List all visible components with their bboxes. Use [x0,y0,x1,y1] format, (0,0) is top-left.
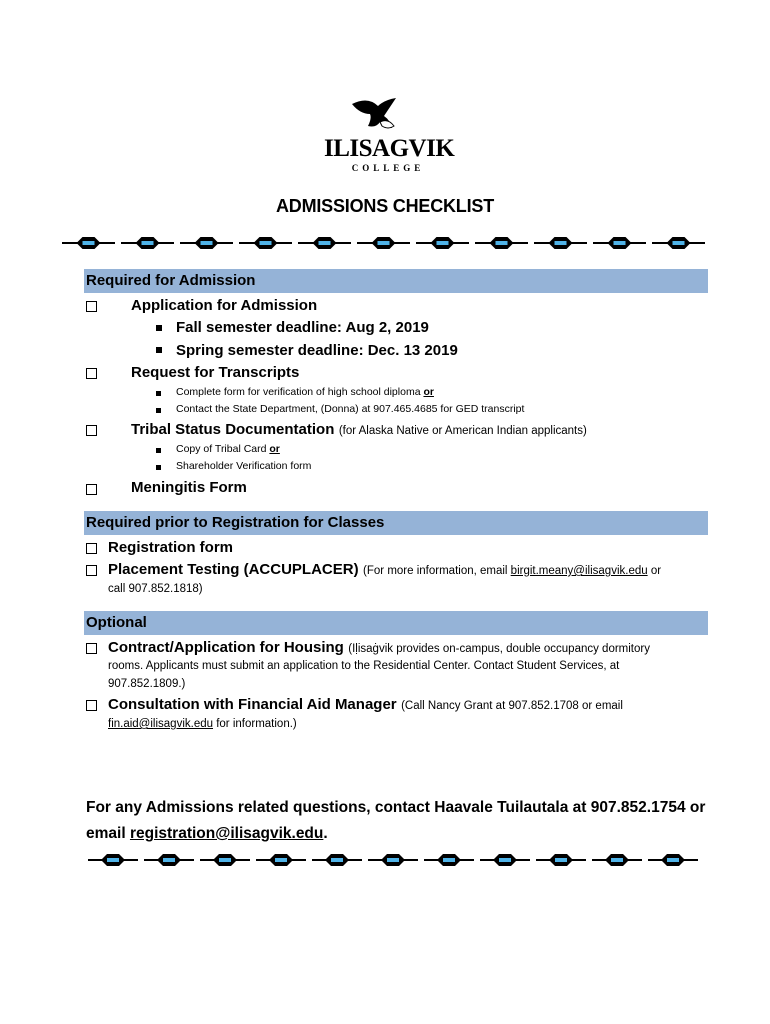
contact-footer [86,795,716,847]
placement-call: call 907.852.1818) [108,583,203,595]
logo-subtext: COLLEGE [351,163,425,173]
section-header-required-admission: Required for Admission [84,269,708,293]
college-logo [318,96,455,176]
email-link-registration[interactable]: registration@ilisagvik.edu [129,825,324,842]
transcript-verification: Complete form for verification of high school diploma or [176,386,434,398]
item-placement-testing: Placement Testing (ACCUPLACER) (For more information, email birgit.meany@ilisagvik.edu or [108,561,662,578]
bullet-icon [156,391,161,396]
border-bead-icon [62,237,115,249]
border-bead-icon [200,854,250,866]
bullet-icon [156,465,161,470]
financial-aid-note-line2: fin.aid@ilisagvik.edu for information.) [108,718,297,730]
item-registration-form: Registration form [108,539,234,556]
shareholder-verification: Shareholder Verification form [176,460,312,472]
email-link-birgit[interactable]: birgit.meany@ilisagvik.edu [510,565,648,577]
bullet-icon [156,408,161,413]
item-housing: Contract/Application for Housing (Iḷisaġvik provides on-campus, double occupancy dormitory [108,639,650,656]
spring-deadline: Spring semester deadline: Dec. 13 2019 [176,342,458,359]
border-bead-icon [312,854,362,866]
border-bead-icon [368,854,418,866]
section-header-registration: Required prior to Registration for Classes [84,511,708,535]
housing-note-line3: 907.852.1809.) [108,678,186,690]
item-meningitis-label: Meningitis Form [131,479,247,496]
footer-line1: For any Admissions related questions, contact Haavale Tuilautala at 907.852.1754 or [86,799,706,816]
border-bead-icon [593,237,646,249]
checkbox-housing[interactable] [86,643,97,654]
item-financial-aid: Consultation with Financial Aid Manager (Call Nancy Grant at 907.852.1708 or email [108,696,623,713]
border-bead-icon [416,237,469,249]
bullet-icon [156,448,161,453]
item-application-label: Application for Admission [131,297,318,314]
decorative-border-top [62,236,707,250]
housing-note-line2: rooms. Applicants must submit an application to the Residential Center. Contact Student Services, at [108,660,620,672]
checkbox-tribal-status[interactable] [86,425,97,436]
border-bead-icon [648,854,698,866]
checkbox-registration-form[interactable] [86,543,97,554]
border-bead-icon [357,237,410,249]
bullet-icon [156,325,162,331]
border-bead-icon [475,237,528,249]
border-bead-icon [534,237,587,249]
tribal-card: Copy of Tribal Card or [176,443,280,455]
border-bead-icon [424,854,474,866]
checkbox-financial-aid[interactable] [86,700,97,711]
border-bead-icon [298,237,351,249]
checkbox-meningitis[interactable] [86,484,97,495]
page-title: ADMISSIONS CHECKLIST [275,196,494,216]
border-bead-icon [180,237,233,249]
item-tribal-status: Tribal Status Documentation (for Alaska Native or American Indian applicants) [131,421,587,438]
decorative-border-bottom [88,853,698,867]
ged-transcript: Contact the State Department, (Donna) at 907.465.4685 for GED transcript [176,403,525,415]
border-bead-icon [144,854,194,866]
border-bead-icon [536,854,586,866]
border-bead-icon [592,854,642,866]
footer-line2: email registration@ilisagvik.edu. [86,825,328,842]
checkbox-transcripts[interactable] [86,368,97,379]
border-bead-icon [121,237,174,249]
fall-deadline: Fall semester deadline: Aug 2, 2019 [176,319,429,336]
border-bead-icon [256,854,306,866]
section-header-optional: Optional [84,611,708,635]
checkbox-placement-testing[interactable] [86,565,97,576]
logo-wordmark: ILISAGVIK [324,135,455,162]
bullet-icon [156,347,162,353]
email-link-finaid[interactable]: fin.aid@ilisagvik.edu [108,718,214,730]
item-transcripts-label: Request for Transcripts [131,364,300,381]
border-bead-icon [480,854,530,866]
border-bead-icon [239,237,292,249]
border-bead-icon [652,237,705,249]
border-bead-icon [88,854,138,866]
checkbox-application[interactable] [86,301,97,312]
